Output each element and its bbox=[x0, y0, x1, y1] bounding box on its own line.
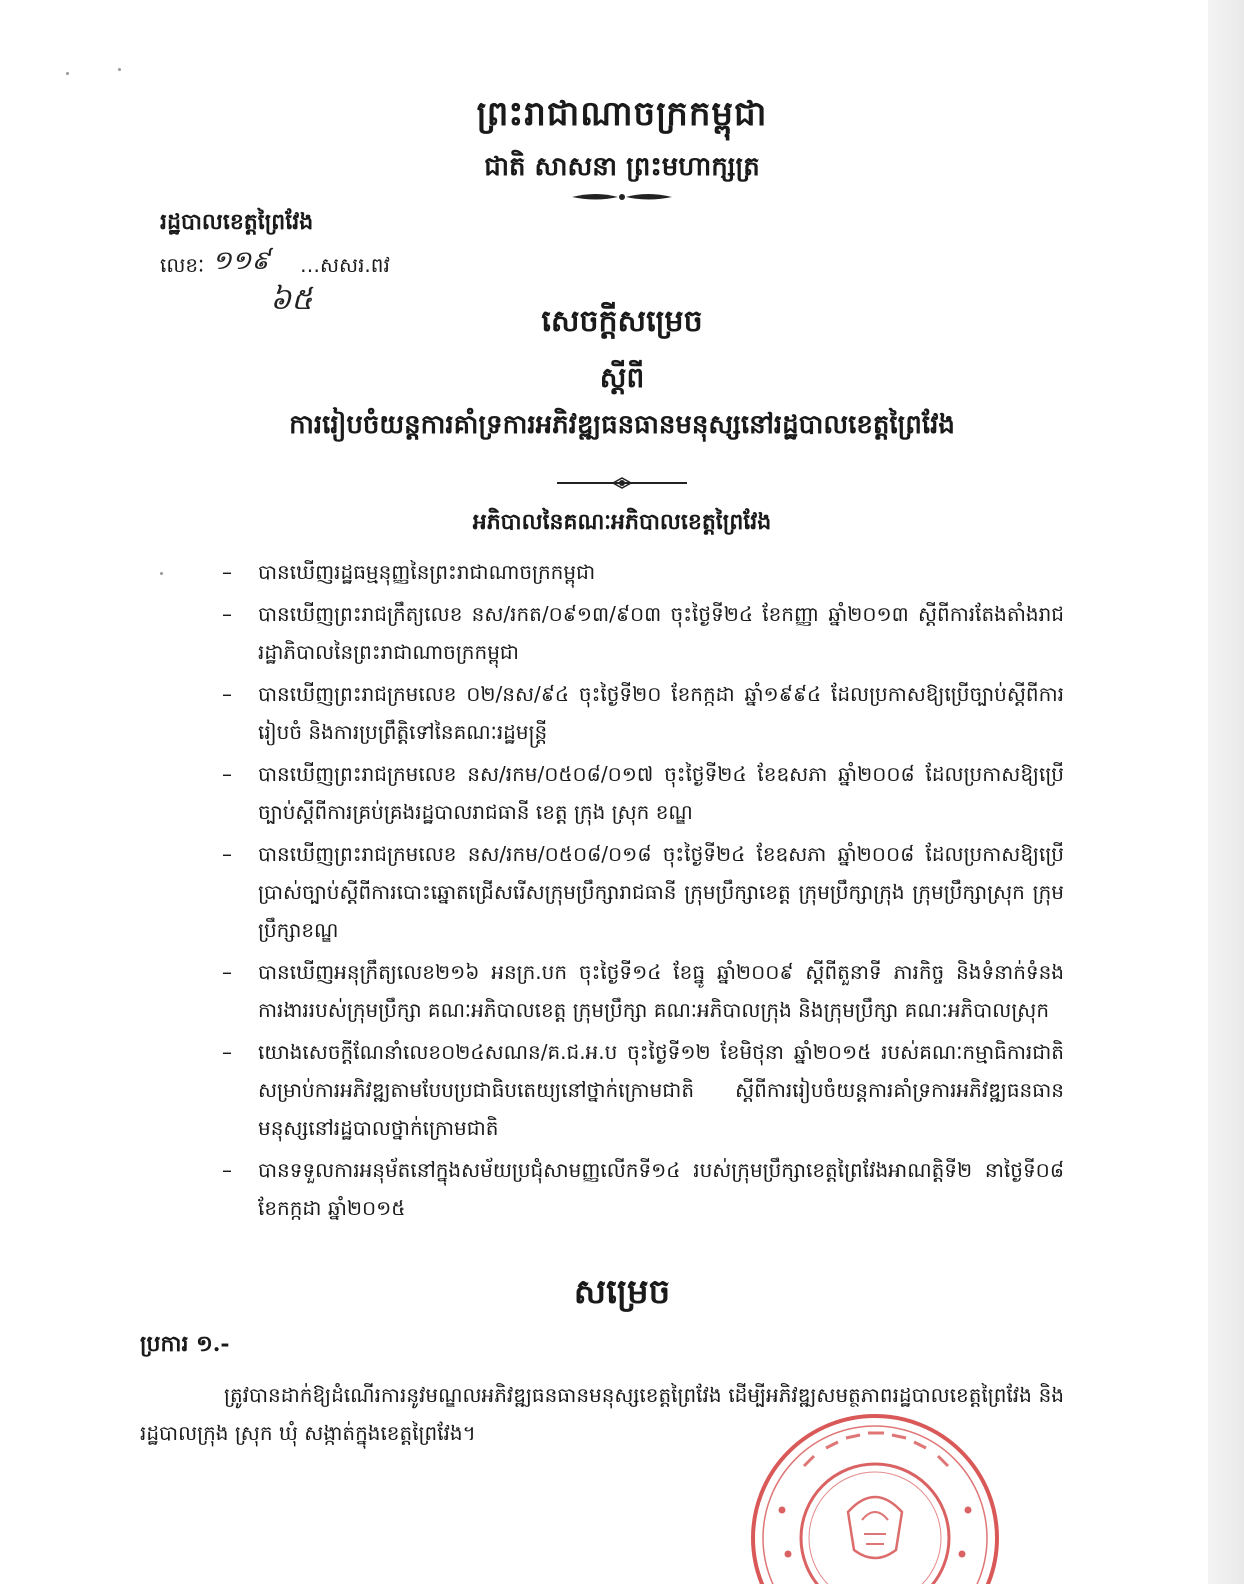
scan-speck bbox=[160, 572, 163, 575]
consideration-item bbox=[222, 553, 1064, 591]
consideration-item bbox=[222, 595, 1064, 671]
consideration-text: បានទទួលការអនុម័តនៅក្នុងសម័យប្រជុំសាមញ្ញលើកទី១៤ របស់ក្រុមប្រឹក្សាខេត្តព្រៃវែងអាណត្តិទី២ នាថ្ងៃទី០៨ ខែកក្កដា ឆ្នាំ២០១៥ bbox=[258, 1158, 1064, 1220]
list-dash: – bbox=[222, 682, 232, 706]
consideration-text: បានឃើញអនុក្រឹត្យលេខ២១៦ អនក្រ.បក ចុះថ្ងៃទី១៤ ខែធ្នូ ឆ្នាំ២០០៩ ស្តីពីតួនាទី ភារកិច្ច និងទំនាក់ទំនងការងាររបស់ក្រុមប្រឹក្សា គណៈអភិបាលខេត្ត ក្រុមប្រឹក្សា គណៈអភិបាលក្រុង និងក្រុមប្រឹក្សា គណៈអភិបាលស្រុក bbox=[258, 960, 1064, 1022]
kingdom-heading: ព្រះរាជាណាចក្រកម្ពុជា bbox=[476, 94, 768, 134]
article-label: ប្រការ ១.- bbox=[140, 1331, 230, 1357]
list-dash: – bbox=[222, 560, 232, 584]
consideration-item bbox=[222, 835, 1064, 949]
list-dash: – bbox=[222, 1040, 232, 1064]
ornamental-divider-icon bbox=[555, 476, 689, 490]
consideration-text: បានឃើញព្រះរាជក្រមលេខ នស/រកម/០៥០៨/០១៧ ចុះថ្ងៃទី២៤ ខែឧសភា ឆ្នាំ២០០៨ ដែលប្រកាសឱ្យប្រើច្បាប់ស្តីពីការគ្រប់គ្រងរដ្ឋបាលរាជធានី ខេត្ត ក្រុង ស្រុក ខណ្ឌ bbox=[258, 762, 1064, 824]
issuing-administration: រដ្ឋបាលខេត្តព្រៃវែង bbox=[160, 209, 314, 235]
document-subject: ការរៀបចំយន្តការគាំទ្រការអភិវឌ្ឍធនធានមនុស្សនៅរដ្ឋបាលខេត្តព្រៃវែង bbox=[289, 410, 955, 440]
decision-heading: សម្រេច bbox=[573, 1272, 671, 1312]
scan-edge bbox=[1208, 0, 1244, 1584]
list-dash: – bbox=[222, 842, 232, 866]
reference-number-suffix: …សសរ.ពវ bbox=[300, 253, 390, 277]
scan-speck bbox=[66, 72, 69, 75]
consideration-item bbox=[222, 1151, 1064, 1227]
consideration-text: យោងសេចក្តីណែនាំលេខ០២៤សណន/គ.ជ.អ.ប ចុះថ្ងៃទី១២ ខែមិថុនា ឆ្នាំ២០១៥ របស់គណៈកម្មាធិការជាតិសម្រាប់ការអភិវឌ្ឍតាមបែបប្រជាធិបតេយ្យនៅថ្នាក់ក្រោមជាតិ ស្តីពីការរៀបចំយន្តការគាំទ្រការអភិវឌ្ឍធនធានមនុស្សនៅរដ្ឋបាលថ្នាក់ក្រោមជាតិ bbox=[258, 1040, 1064, 1140]
consideration-item bbox=[222, 755, 1064, 831]
consideration-text: បានឃើញរដ្ឋធម្មនុញ្ញនៃព្រះរាជាណាចក្រកម្ពុជា bbox=[258, 560, 596, 584]
list-dash: – bbox=[222, 762, 232, 786]
considerations-list bbox=[222, 553, 1064, 1231]
official-seal-icon bbox=[744, 1400, 1006, 1584]
reference-number-mark: ៦៥ bbox=[270, 282, 313, 317]
consideration-item bbox=[222, 1033, 1064, 1147]
consideration-text: បានឃើញព្រះរាជក្រមលេខ នស/រកម/០៥០៨/០១៨ ចុះថ្ងៃទី២៤ ខែឧសភា ឆ្នាំ២០០៨ ដែលប្រកាសឱ្យប្រើប្រាស់ច្បាប់ស្តីពីការបោះឆ្នោតជ្រើសរើសក្រុមប្រឹក្សារាជធានី ក្រុមប្រឹក្សាខេត្ត ក្រុមប្រឹក្សាក្រុង ក្រុមប្រឹក្សាស្រុក ក្រុមប្រឹក្សាខណ្ឌ bbox=[258, 842, 1064, 942]
document-about: ស្តីពី bbox=[599, 361, 645, 394]
issuing-authority: អភិបាលនៃគណៈអភិបាលខេត្តព្រៃវែង bbox=[472, 509, 772, 535]
ornamental-divider-icon bbox=[570, 190, 674, 204]
scan-speck bbox=[118, 68, 121, 71]
list-dash: – bbox=[222, 960, 232, 984]
list-dash: – bbox=[222, 602, 232, 626]
reference-number-handwritten: ១១៩ bbox=[212, 246, 270, 276]
consideration-item bbox=[222, 675, 1064, 751]
article-body: ត្រូវបានដាក់ឱ្យដំណើរការនូវមណ្ឌលអភិវឌ្ឍធនធានមនុស្សខេត្តព្រៃវែង ដើម្បីអភិវឌ្ឍសមត្ថភាពរដ្ឋបាលខេត្តព្រៃវែង និងរដ្ឋបាលក្រុង ស្រុក ឃុំ សង្កាត់ក្នុងខេត្តព្រៃវែង។ bbox=[140, 1383, 1064, 1445]
national-motto: ជាតិ សាសនា ព្រះមហាក្សត្រ bbox=[484, 152, 760, 182]
reference-number-label: លេខៈ bbox=[160, 253, 205, 277]
consideration-item bbox=[222, 953, 1064, 1029]
document-title: សេចក្តីសម្រេច bbox=[541, 304, 703, 339]
consideration-text: បានឃើញព្រះរាជក្រមលេខ ០២/នស/៩៤ ចុះថ្ងៃទី២០ ខែកក្កដា ឆ្នាំ១៩៩៤ ដែលប្រកាសឱ្យប្រើច្បាប់ស្តីពីការរៀបចំ និងការប្រព្រឹត្តិទៅនៃគណៈរដ្ឋមន្ត្រី bbox=[258, 682, 1064, 744]
list-dash: – bbox=[222, 1158, 232, 1182]
consideration-text: បានឃើញព្រះរាជក្រឹត្យលេខ នស/រកត/០៩១៣/៩០៣ ចុះថ្ងៃទី២៤ ខែកញ្ញា ឆ្នាំ២០១៣ ស្តីពីការតែងតាំងរាជរដ្ឋាភិបាលនៃព្រះរាជាណាចក្រកម្ពុជា bbox=[258, 602, 1064, 664]
